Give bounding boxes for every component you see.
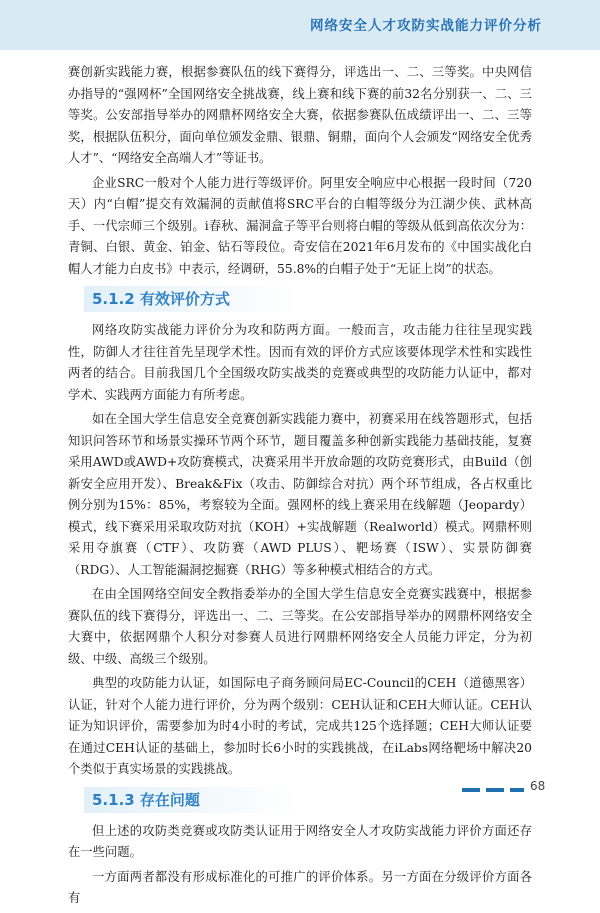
paragraph: 企业SRC一般对个人能力进行等级评价。阿里安全响应中心根据一段时间（720天）内“白帽”提交有效漏洞的贡献值将SRC平台的白帽等级分为江湖少侠、武林高手、一代宗师三个级别。i春秋、漏洞盒子等平台则将白帽的等级从低到高依次分为：青铜、白银、黄金、铂金、钻石等段位。奇安信在2021年6月发布的《中国实战化白帽人才能力白皮书》中表示，经调研，55.8%的白帽子处于“无证上岗”的状态。	[68, 175, 532, 276]
section-heading-5-1-2	[92, 286, 532, 312]
paragraph: 典型的攻防能力认证，如国际电子商务顾问局EC-Council的CEH（道德黑客）认证，针对个人能力进行评价，分为两个级别：CEH认证和CEH大师认证。CEH认证为知识评价，需要参加为时4小时的考试，完成共125个选择题；CEH大师认证要在通过CEH认证的基础上，参加时长6小时的实践挑战，在iLabs网络靶场中解决20个类似于真实场景的实践挑战。	[68, 676, 532, 776]
paragraph: 赛创新实践能力赛，根据参赛队伍的线下赛得分，评选出一、二、三等奖。中央网信办指导的“强网杯”全国网络安全挑战赛，线上赛和线下赛的前32名分别获一、二、三等奖。公安部指导举办的网鼎杯网络安全大赛，依据参赛队伍成绩评出一、二、三等奖，根据队伍积分，面向单位颁发金鼎、银鼎、铜鼎，面向个人会颁发“网络安全优秀人才”、“网络安全高端人才”等证书。	[68, 65, 532, 165]
paragraph: 一方面两者都没有形成标准化的可推广的评价体系。另一方面在分级评价方面各有	[68, 869, 532, 905]
paragraph: 如在全国大学生信息安全竞赛创新实践能力赛中，初赛采用在线答题形式，包括知识问答环节和场景实操环节两个环节，题目覆盖多种创新实践能力基础技能，复赛采用AWD或AWD+攻防赛模式，决赛采用半开放命题的攻防竞赛形式，由Build（创新安全应用开发）、Break&Fix（攻击、防御综合对抗）两个环节组成，各占权重比例分别为15%：85%，考察较为全面。强网杯的线上赛采用在线解题（Jeopardy）模式，线下赛采用采取攻防对抗（KOH）+实战解题（Realworld）模式。网鼎杯则采用夺旗赛（CTF）、攻防赛（AWD PLUS）、靶场赛（ISW）、实景防御赛（RDG）、人工智能漏洞挖掘赛（RHG）等多种模式相结合的方式。	[68, 412, 532, 577]
page-number: 68	[530, 779, 546, 793]
footer-bar	[462, 788, 480, 792]
paragraph: 但上述的攻防类竞赛或攻防类认证用于网络安全人才攻防实战能力评价方面还存在一些问题。	[68, 823, 532, 859]
footer-bar	[486, 788, 504, 792]
page-body	[68, 62, 532, 913]
section-title: 5.1.2 有效评价方式	[92, 290, 230, 308]
paragraph: 网络攻防实战能力评价分为攻和防两方面。一般而言，攻击能力往往呈现实践性，防御人才往往首先呈现学术性。因而有效的评价方式应该要体现学术性和实践性两者的结合。目前我国几个全国级攻防实战类的竞赛或典型的攻防能力认证中，都对学术、实践两方面能力有所考虑。	[68, 323, 532, 402]
running-header: 网络安全人才攻防实战能力评价分析	[310, 18, 542, 34]
footer-bar	[510, 788, 524, 792]
paragraph: 在由全国网络空间安全教指委举办的全国大学生信息安全竞赛实践赛中，根据参赛队伍的线下赛得分，评选出一、二、三等奖。在公安部指导举办的网鼎杯网络安全大赛中，依据网鼎个人积分对参赛人员进行网鼎杯网络安全人员能力评定，分为初级、中级、高级三个级别。	[68, 587, 532, 666]
section-title: 5.1.3 存在问题	[92, 790, 200, 809]
